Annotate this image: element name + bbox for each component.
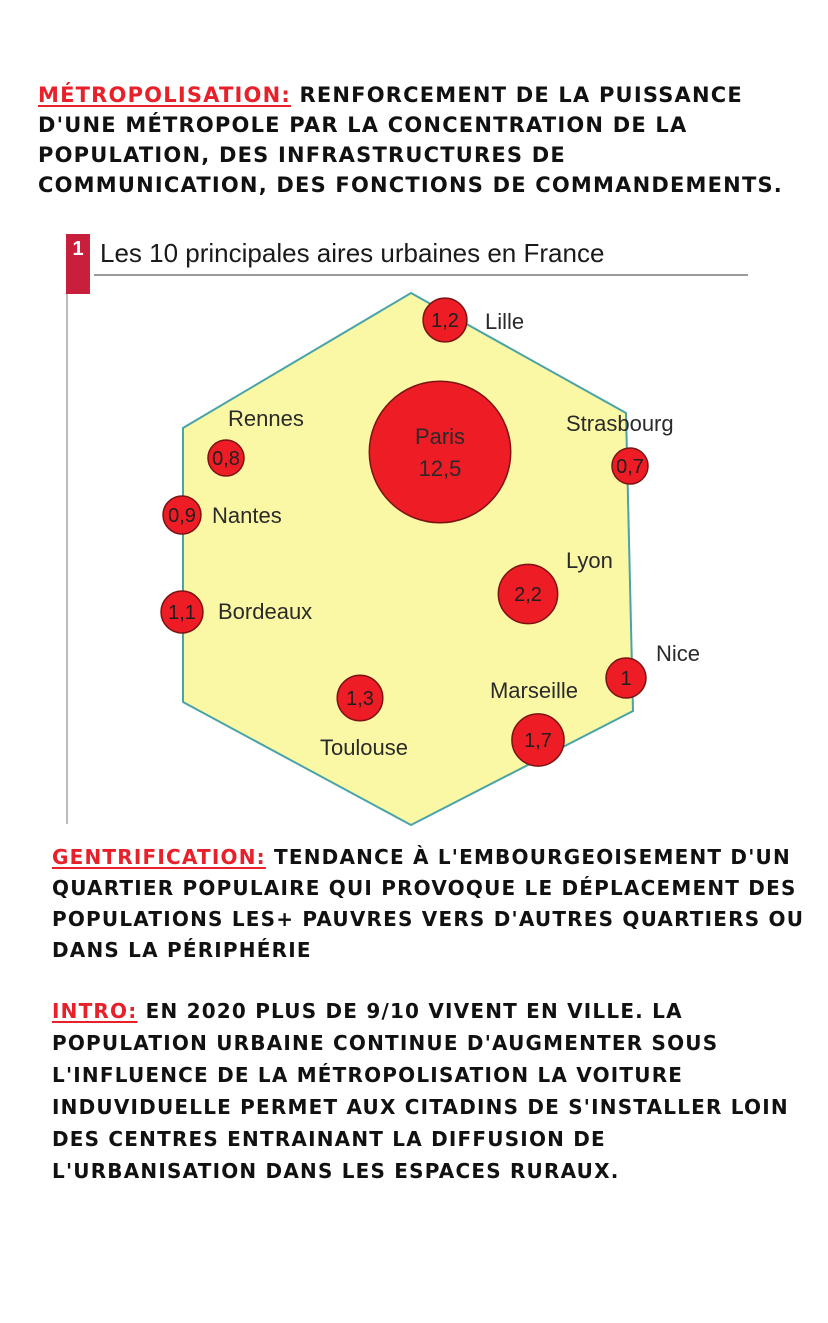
intro-paragraph [52,995,812,1187]
bubble-value-strasbourg: 0,7 [616,456,644,478]
term-gentrification: GENTRIFICATION: [52,845,266,869]
urban-areas-chart [58,228,770,828]
bubble-paris [369,381,510,522]
city-label-paris: Paris [414,424,466,449]
city-label-toulouse: Toulouse [319,735,409,760]
bubble-value-lille: 1,2 [431,310,459,332]
city-label-marseille: Marseille [489,678,578,703]
bubble-value-rennes: 0,8 [212,448,240,470]
definition-gentrification [52,842,812,966]
bubble-value-toulouse: 1,3 [346,688,374,710]
term-intro: INTRO: [52,999,138,1023]
bubble-value-marseille: 1,7 [524,730,552,752]
city-label-bordeaux: Bordeaux [218,599,313,624]
figure-number: 1 [66,234,90,294]
bubble-value-nice: 1 [620,668,632,690]
city-label-lyon: Lyon [566,548,613,573]
bubble-value-nantes: 0,9 [168,505,196,527]
definition-text-metropolisation: RENFORCEMENT DE LA PUISSANCE D'UNE MÉTROPOLE PAR LA CONCENTRATION DE LA POPULATION, DES INFRASTRUCTURES DE COMMUNICATION, DES FONCTIONS DE COMMANDEMENTS. [38,83,783,197]
figure-urban-areas [58,228,770,828]
definition-text-gentrification: TENDANCE À L'EMBOURGEOISEMENT D'UN QUARTIER POPULAIRE QUI PROVOQUE LE DÉPLACEMENT DES POPULATIONS LES+ PAUVRES VERS D'AUTRES QUARTIERS OU DANS LA PÉRIPHÉRIE [52,845,805,962]
intro-text: EN 2020 PLUS DE 9/10 VIVENT EN VILLE. LA POPULATION URBAINE CONTINUE D'AUGMENTER SOUS L'INFLUENCE DE LA MÉTROPOLISATION LA VOITURE INDUVIDUELLE PERMET AUX CITADINS DE S'INSTALLER LOIN DES CENTRES ENTRAINANT LA DIFFUSION DE L'URBANISATION DANS LES ESPACES RURAUX. [52,999,789,1183]
term-metropolisation: MÉTROPOLISATION: [38,83,291,107]
city-label-lille: Lille [485,309,525,334]
bubble-value-lyon: 2,2 [514,584,542,606]
city-label-strasbourg: Strasbourg [566,411,674,436]
definition-metropolisation [38,80,798,200]
figure-title: Les 10 principales aires urbaines en France [100,238,605,268]
bubble-value-paris: 12,5 [418,456,462,481]
city-label-nantes: Nantes [212,503,282,528]
city-label-rennes: Rennes [228,406,304,431]
city-label-nice: Nice [656,641,701,666]
bubble-value-bordeaux: 1,1 [168,602,196,624]
